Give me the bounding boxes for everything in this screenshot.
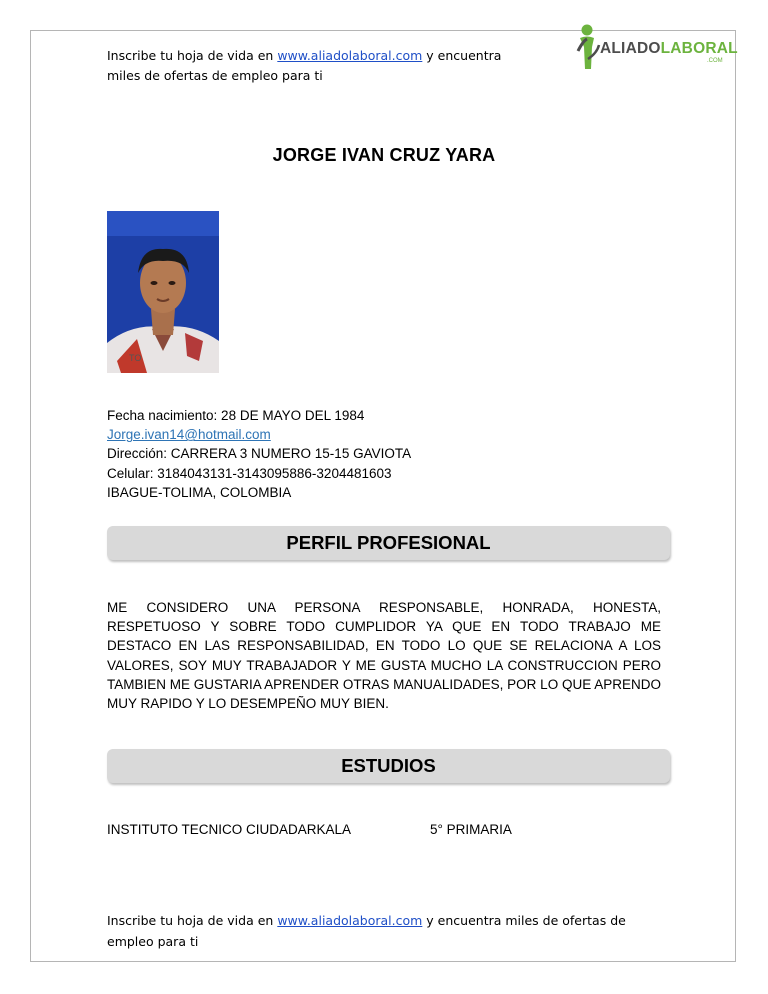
header-aliadolaboral-link[interactable]: www.aliadolaboral.com bbox=[277, 48, 423, 63]
footer-note-suffix: y encuentra miles de ofertas de empleo para ti bbox=[107, 913, 626, 949]
address: Dirección: CARRERA 3 NUMERO 15-15 GAVIOTA bbox=[107, 446, 412, 462]
header-note bbox=[107, 46, 547, 86]
email-link[interactable]: Jorge.ivan14@hotmail.com bbox=[107, 427, 271, 443]
perfil-text: ME CONSIDERO UNA PERSONA RESPONSABLE, HONRADA, HONESTA, RESPETUOSO Y SOBRE TODO CUMPLIDOR YA QUE EN TODO TRABAJO ME DESTACO EN LAS RESPONSABILIDAD, EN TODO LO QUE SE RELACIONA A LOS VALORES, SOY MUY TRABAJADOR Y ME GUSTA MUCHO LA CONSTRUCCION PERO TAMBIEN ME GUSTARIA APRENDER OTRAS MANUALIDADES, POR LO QUE APRENDO MUY RAPIDO Y LO DESEMPEÑO MUY BIEN. bbox=[107, 600, 661, 712]
footer-note-prefix: Inscribe tu hoja de vida en bbox=[107, 913, 278, 928]
study-institution: INSTITUTO TECNICO CIUDADARKALA bbox=[107, 822, 352, 837]
footer-note bbox=[107, 910, 667, 952]
birth-date: Fecha nacimiento: 28 DE MAYO DEL 1984 bbox=[107, 408, 365, 423]
person-figure-icon bbox=[575, 23, 601, 73]
contact-info bbox=[107, 406, 411, 502]
perfil-title: PERFIL PROFESIONAL bbox=[286, 532, 491, 553]
logo-wordmark bbox=[600, 40, 738, 58]
header-note-line2: miles de ofertas de empleo para ti bbox=[107, 68, 323, 83]
footer-aliadolaboral-link[interactable]: www.aliadolaboral.com bbox=[277, 913, 423, 928]
candidate-name: JORGE IVAN CRUZ YARA bbox=[272, 145, 496, 165]
estudios-section-header bbox=[107, 749, 670, 783]
perfil-section-header bbox=[107, 526, 670, 560]
header-note-prefix: Inscribe tu hoja de vida en bbox=[107, 48, 278, 63]
study-level: 5° PRIMARIA bbox=[430, 822, 512, 837]
estudios-title: ESTUDIOS bbox=[341, 755, 436, 776]
aliadolaboral-logo[interactable] bbox=[575, 23, 738, 75]
profile-photo bbox=[107, 211, 219, 373]
logo-com: .COM bbox=[707, 58, 723, 64]
logo-aliado: ALIADO bbox=[600, 40, 661, 57]
city: IBAGUE-TOLIMA, COLOMBIA bbox=[107, 484, 292, 500]
header-note-suffix: y encuentra bbox=[422, 48, 502, 63]
logo-laboral: LABORAL bbox=[660, 40, 738, 57]
phone: Celular: 3184043131-3143095886-3204481603 bbox=[107, 465, 392, 481]
svg-text:TO: TO bbox=[129, 353, 142, 363]
